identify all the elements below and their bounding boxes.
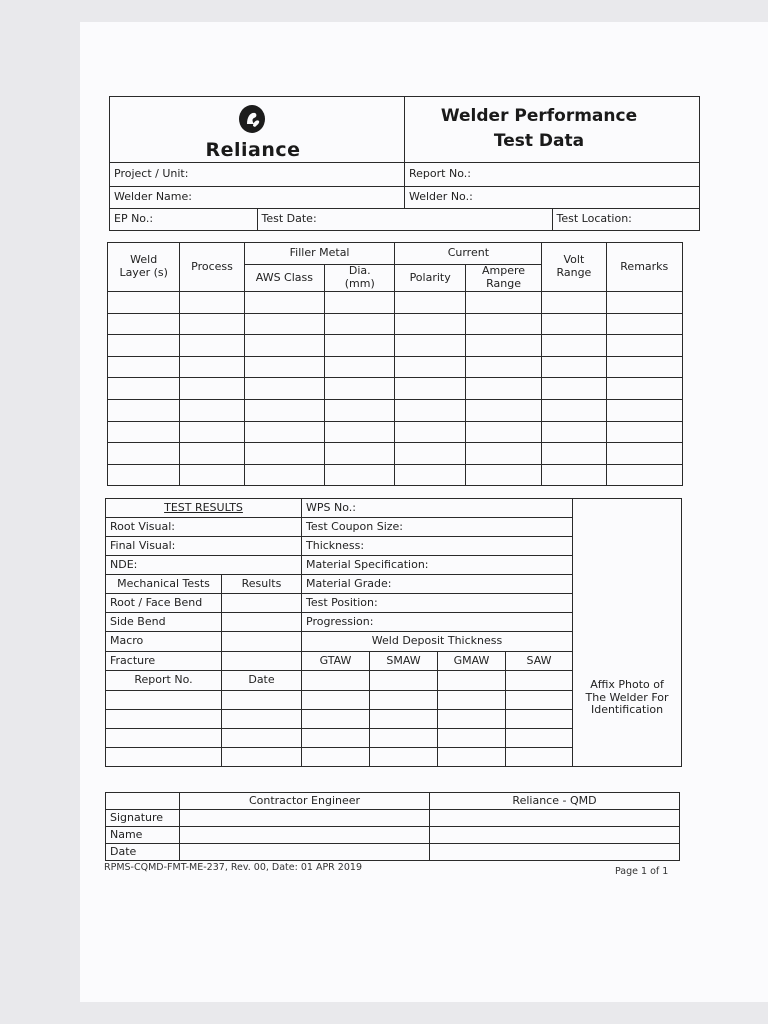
- weld-cell: [180, 443, 244, 465]
- weld-cell: [325, 292, 395, 314]
- weld-cell: [395, 335, 465, 357]
- weld-layer-line1: Weld: [130, 253, 158, 267]
- weld-cell: [542, 356, 606, 378]
- weld-cell: [606, 443, 682, 465]
- weld-parameters-table: [107, 242, 683, 486]
- weld-cell: [108, 464, 180, 486]
- weld-cell: [180, 378, 244, 400]
- weld-cell: [325, 421, 395, 443]
- report-row-cell: [438, 710, 506, 729]
- weld-cell: [108, 421, 180, 443]
- weld-cell: [395, 292, 465, 314]
- weld-cell: [606, 421, 682, 443]
- ampere-range-header: [465, 265, 541, 292]
- thickness-field: Thickness:: [302, 537, 573, 556]
- weld-cell: [465, 292, 541, 314]
- progression-field: Progression:: [302, 613, 573, 632]
- saw-value: [506, 671, 573, 691]
- weld-cell: [325, 443, 395, 465]
- weld-cell: [606, 356, 682, 378]
- weld-cell: [325, 313, 395, 335]
- form-title: [396, 96, 682, 162]
- weld-row: [108, 443, 683, 465]
- macro-label: Macro: [106, 632, 222, 652]
- weld-cell: [325, 399, 395, 421]
- report-row-cell: [222, 729, 302, 748]
- contractor-signature-cell: [180, 810, 430, 827]
- weld-row: [108, 292, 683, 314]
- material-grade-field: Material Grade:: [302, 575, 573, 594]
- photo-line3: Identification: [590, 703, 664, 717]
- weld-cell: [395, 313, 465, 335]
- weld-row: [108, 378, 683, 400]
- weld-cell: [325, 464, 395, 486]
- test-results-table: [105, 498, 682, 767]
- report-row-cell: [370, 748, 438, 767]
- weld-cell: [542, 464, 606, 486]
- root-face-bend-label: Root / Face Bend: [106, 594, 222, 613]
- gmaw-value: [438, 671, 506, 691]
- dia-line2: (mm): [344, 277, 375, 290]
- brand-name: Reliance: [205, 139, 301, 161]
- weld-cell: [244, 443, 324, 465]
- volt-line1: Volt: [563, 253, 585, 267]
- weld-cell: [108, 443, 180, 465]
- ampere-line1: Ampere: [482, 264, 526, 278]
- volt-line2: Range: [556, 266, 592, 279]
- weld-cell: [395, 356, 465, 378]
- weld-cell: [465, 335, 541, 357]
- weld-cell: [180, 399, 244, 421]
- photo-line1: Affix Photo of: [590, 678, 664, 691]
- weld-layer-line2: Layer (s): [119, 266, 168, 279]
- report-row-cell: [370, 729, 438, 748]
- test-coupon-size-field: Test Coupon Size:: [302, 518, 573, 537]
- report-row-cell: [438, 748, 506, 767]
- weld-cell: [244, 356, 324, 378]
- weld-cell: [465, 443, 541, 465]
- contractor-engineer-header: Contractor Engineer: [180, 793, 430, 810]
- test-location-field: Test Location:: [552, 209, 700, 231]
- weld-cell: [465, 356, 541, 378]
- filler-metal-header: Filler Metal: [244, 243, 395, 265]
- report-row-cell: [106, 748, 222, 767]
- test-position-field: Test Position:: [302, 594, 573, 613]
- report-row-cell: [106, 691, 222, 710]
- weld-cell: [465, 313, 541, 335]
- weld-cell: [180, 335, 244, 357]
- signature-label: Signature: [106, 810, 180, 827]
- weld-cell: [542, 378, 606, 400]
- side-bend-result: [222, 613, 302, 632]
- weld-cell: [542, 399, 606, 421]
- side-bend-label: Side Bend: [106, 613, 222, 632]
- final-visual-field: Final Visual:: [106, 537, 302, 556]
- report-row-cell: [222, 691, 302, 710]
- report-no-header: Report No.: [106, 671, 222, 691]
- fracture-label: Fracture: [106, 652, 222, 671]
- logo-area: [110, 96, 396, 162]
- date-header: Date: [222, 671, 302, 691]
- report-no-field: Report No.:: [405, 163, 700, 187]
- weld-cell: [395, 421, 465, 443]
- weld-cell: [395, 399, 465, 421]
- smaw-header: SMAW: [370, 652, 438, 671]
- weld-cell: [244, 464, 324, 486]
- weld-cell: [395, 443, 465, 465]
- weld-row: [108, 464, 683, 486]
- welder-no-field: Welder No.:: [405, 187, 700, 209]
- results-header: Results: [222, 575, 302, 594]
- report-row-cell: [106, 710, 222, 729]
- weld-cell: [180, 356, 244, 378]
- weld-cell: [606, 378, 682, 400]
- weld-cell: [108, 378, 180, 400]
- weld-layer-header: [108, 243, 180, 292]
- weld-cell: [108, 335, 180, 357]
- report-row-cell: [222, 748, 302, 767]
- gmaw-header: GMAW: [438, 652, 506, 671]
- reliance-logo-icon: [238, 104, 266, 134]
- weld-cell: [542, 443, 606, 465]
- mechanical-tests-header: Mechanical Tests: [106, 575, 222, 594]
- report-row-cell: [302, 748, 370, 767]
- form-title-line2: Test Data: [493, 131, 585, 151]
- dia-header: [325, 265, 395, 292]
- report-row-cell: [506, 729, 573, 748]
- gtaw-header: GTAW: [302, 652, 370, 671]
- contractor-date-cell: [180, 844, 430, 861]
- report-row-cell: [506, 748, 573, 767]
- fracture-result: [222, 652, 302, 671]
- weld-cell: [180, 464, 244, 486]
- weld-cell: [244, 399, 324, 421]
- polarity-header: Polarity: [395, 265, 465, 292]
- date-label: Date: [106, 844, 180, 861]
- weld-cell: [465, 378, 541, 400]
- weld-cell: [542, 313, 606, 335]
- weld-cell: [606, 399, 682, 421]
- report-row-cell: [506, 710, 573, 729]
- weld-cell: [244, 313, 324, 335]
- form-reference: RPMS-CQMD-FMT-ME-237, Rev. 00, Date: 01 APR 2019: [104, 862, 362, 873]
- weld-row: [108, 313, 683, 335]
- reliance-name-cell: [430, 827, 680, 844]
- weld-deposit-thickness-header: Weld Deposit Thickness: [302, 632, 573, 652]
- report-row-cell: [106, 729, 222, 748]
- weld-cell: [108, 399, 180, 421]
- weld-cell: [465, 399, 541, 421]
- weld-cell: [395, 464, 465, 486]
- weld-cell: [244, 421, 324, 443]
- aws-class-header: AWS Class: [244, 265, 324, 292]
- dia-line1: Dia.: [348, 264, 371, 278]
- project-unit-field: Project / Unit:: [110, 163, 405, 187]
- report-row-cell: [438, 691, 506, 710]
- weld-cell: [108, 313, 180, 335]
- weld-row: [108, 399, 683, 421]
- report-row-cell: [370, 710, 438, 729]
- report-row-cell: [438, 729, 506, 748]
- weld-cell: [108, 356, 180, 378]
- gtaw-value: [302, 671, 370, 691]
- weld-cell: [606, 292, 682, 314]
- weld-cell: [325, 356, 395, 378]
- weld-cell: [542, 292, 606, 314]
- root-face-bend-result: [222, 594, 302, 613]
- weld-cell: [606, 313, 682, 335]
- weld-cell: [542, 335, 606, 357]
- report-row-cell: [302, 710, 370, 729]
- report-row-cell: [302, 691, 370, 710]
- remarks-header: Remarks: [606, 243, 682, 292]
- weld-row: [108, 421, 683, 443]
- weld-cell: [244, 378, 324, 400]
- sig-corner-cell: [106, 793, 180, 810]
- test-results-heading: TEST RESULTS: [106, 499, 302, 518]
- signature-table: [105, 792, 680, 861]
- smaw-value: [370, 671, 438, 691]
- weld-row: [108, 335, 683, 357]
- weld-cell: [180, 313, 244, 335]
- photo-line2: The Welder For: [585, 690, 669, 704]
- weld-cell: [465, 421, 541, 443]
- report-row-cell: [370, 691, 438, 710]
- ep-no-field: EP No.:: [110, 209, 258, 231]
- contractor-name-cell: [180, 827, 430, 844]
- weld-cell: [465, 464, 541, 486]
- test-date-field: Test Date:: [257, 209, 552, 231]
- weld-cell: [244, 292, 324, 314]
- saw-header: SAW: [506, 652, 573, 671]
- weld-cell: [542, 421, 606, 443]
- process-header: Process: [180, 243, 244, 292]
- current-header: Current: [395, 243, 542, 265]
- page-number: Page 1 of 1: [615, 866, 669, 877]
- nde-field: NDE:: [106, 556, 302, 575]
- weld-cell: [108, 292, 180, 314]
- reliance-date-cell: [430, 844, 680, 861]
- report-row-cell: [506, 691, 573, 710]
- weld-cell: [606, 335, 682, 357]
- form-title-line1: Welder Performance: [440, 106, 638, 126]
- weld-cell: [325, 335, 395, 357]
- volt-range-header: [542, 243, 606, 292]
- name-label: Name: [106, 827, 180, 844]
- report-row-cell: [222, 710, 302, 729]
- material-specification-field: Material Specification:: [302, 556, 573, 575]
- reliance-signature-cell: [430, 810, 680, 827]
- weld-cell: [244, 335, 324, 357]
- wps-no-field: WPS No.:: [302, 499, 573, 518]
- weld-row: [108, 356, 683, 378]
- info-table: [109, 162, 700, 231]
- weld-cell: [606, 464, 682, 486]
- reliance-qmd-header: Reliance - QMD: [430, 793, 680, 810]
- root-visual-field: Root Visual:: [106, 518, 302, 537]
- weld-rows: [108, 292, 683, 486]
- welder-name-field: Welder Name:: [110, 187, 405, 209]
- report-row-cell: [302, 729, 370, 748]
- weld-cell: [180, 421, 244, 443]
- weld-cell: [325, 378, 395, 400]
- weld-cell: [180, 292, 244, 314]
- ampere-line2: Range: [486, 277, 521, 290]
- photo-box: [573, 499, 682, 767]
- macro-result: [222, 632, 302, 652]
- weld-cell: [395, 378, 465, 400]
